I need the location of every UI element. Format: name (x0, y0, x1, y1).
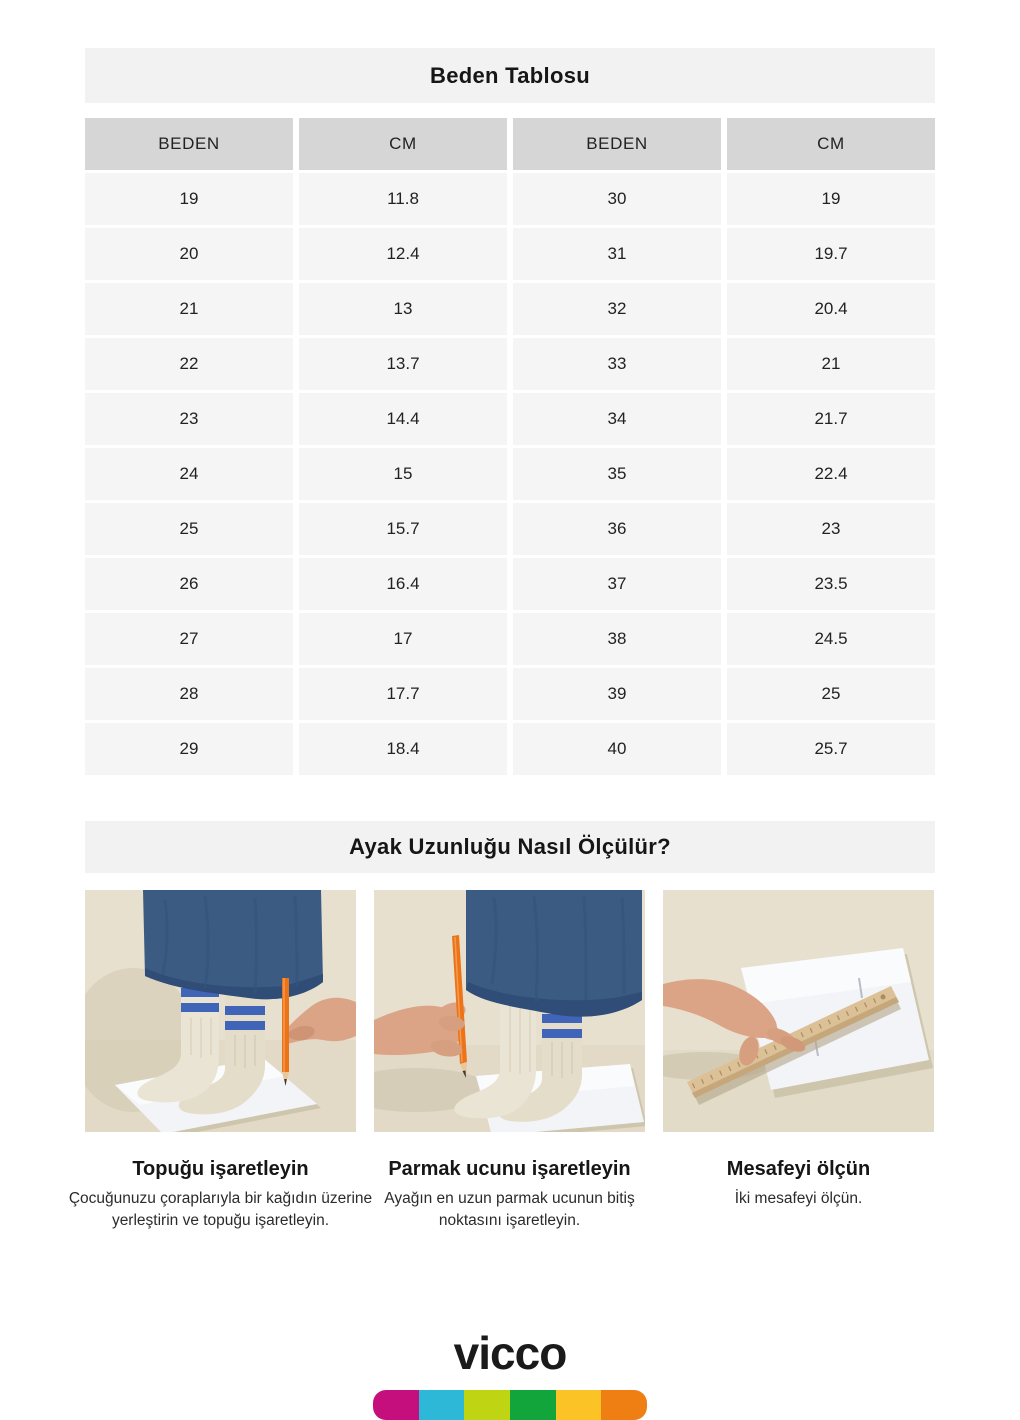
table-cell: 15 (299, 448, 507, 500)
table-cell: 40 (513, 723, 721, 775)
table-cell: 35 (513, 448, 721, 500)
measure-steps (68, 890, 935, 1233)
table-cell: 22 (85, 338, 293, 390)
table-cell: 12.4 (299, 228, 507, 280)
size-table-title: Beden Tablosu (430, 62, 590, 88)
table-cell: 20.4 (727, 283, 935, 335)
step-description: Ayağın en uzun parmak ucunun bitiş noktasını işaretleyin. (384, 1190, 635, 1230)
step-title: Topuğu işaretleyin (132, 1158, 309, 1180)
table-cell: 25.7 (727, 723, 935, 775)
table-cell: 21.7 (727, 393, 935, 445)
size-table-title-bar (85, 48, 935, 103)
mark-heel-photo (85, 890, 356, 1132)
step-description: Çocuğunuzu çoraplarıyla bir kağıdın üzerine yerleştirin ve topuğu işaretleyin. (68, 1190, 373, 1230)
table-cell: 19 (85, 173, 293, 225)
table-cell: 16.4 (299, 558, 507, 610)
table-cell: 30 (513, 173, 721, 225)
size-table (85, 118, 935, 775)
table-cell: 23 (727, 503, 935, 555)
table-cell: 19.7 (727, 228, 935, 280)
brand-bar-segment-lime (464, 1390, 510, 1420)
table-cell: 11.8 (299, 173, 507, 225)
column-header: CM (299, 118, 507, 170)
measure-section-title-bar (85, 821, 935, 873)
table-cell: 25 (85, 503, 293, 555)
table-cell: 32 (513, 283, 721, 335)
table-cell: 17.7 (299, 668, 507, 720)
vicco-logo: vicco (453, 1327, 567, 1379)
table-cell: 22.4 (727, 448, 935, 500)
table-cell: 25 (727, 668, 935, 720)
brand-bar-segment-orange (601, 1390, 647, 1420)
measure-step-toe (374, 890, 645, 1233)
brand-color-bar (373, 1390, 647, 1420)
table-cell: 21 (85, 283, 293, 335)
table-cell: 15.7 (299, 503, 507, 555)
table-cell: 34 (513, 393, 721, 445)
step-title: Mesafeyi ölçün (726, 1158, 871, 1180)
table-cell: 20 (85, 228, 293, 280)
mark-toe-photo (374, 890, 645, 1132)
table-cell: 24 (85, 448, 293, 500)
table-cell: 39 (513, 668, 721, 720)
step-description: İki mesafeyi ölçün. (734, 1190, 863, 1207)
table-cell: 17 (299, 613, 507, 665)
table-cell: 23 (85, 393, 293, 445)
table-cell: 31 (513, 228, 721, 280)
table-cell: 24.5 (727, 613, 935, 665)
measure-distance-photo (663, 890, 934, 1132)
table-cell: 36 (513, 503, 721, 555)
table-cell: 28 (85, 668, 293, 720)
brand-bar-segment-cyan (419, 1390, 465, 1420)
table-cell: 33 (513, 338, 721, 390)
table-cell: 13.7 (299, 338, 507, 390)
measure-section-title: Ayak Uzunluğu Nasıl Ölçülür? (349, 834, 671, 859)
column-header: CM (727, 118, 935, 170)
measure-step-heel (68, 890, 373, 1233)
table-cell: 29 (85, 723, 293, 775)
step-title: Parmak ucunu işaretleyin (388, 1158, 631, 1180)
column-header: BEDEN (513, 118, 721, 170)
table-cell: 18.4 (299, 723, 507, 775)
table-cell: 14.4 (299, 393, 507, 445)
table-cell: 37 (513, 558, 721, 610)
table-cell: 21 (727, 338, 935, 390)
table-cell: 13 (299, 283, 507, 335)
column-header: BEDEN (85, 118, 293, 170)
table-cell: 23.5 (727, 558, 935, 610)
table-cell: 27 (85, 613, 293, 665)
table-cell: 26 (85, 558, 293, 610)
table-cell: 38 (513, 613, 721, 665)
table-cell: 19 (727, 173, 935, 225)
brand-bar-segment-green (510, 1390, 556, 1420)
brand-bar-segment-yellow (556, 1390, 602, 1420)
brand-bar-segment-magenta (373, 1390, 419, 1420)
measure-step-distance (663, 890, 934, 1233)
size-guide-page (68, 48, 935, 1233)
